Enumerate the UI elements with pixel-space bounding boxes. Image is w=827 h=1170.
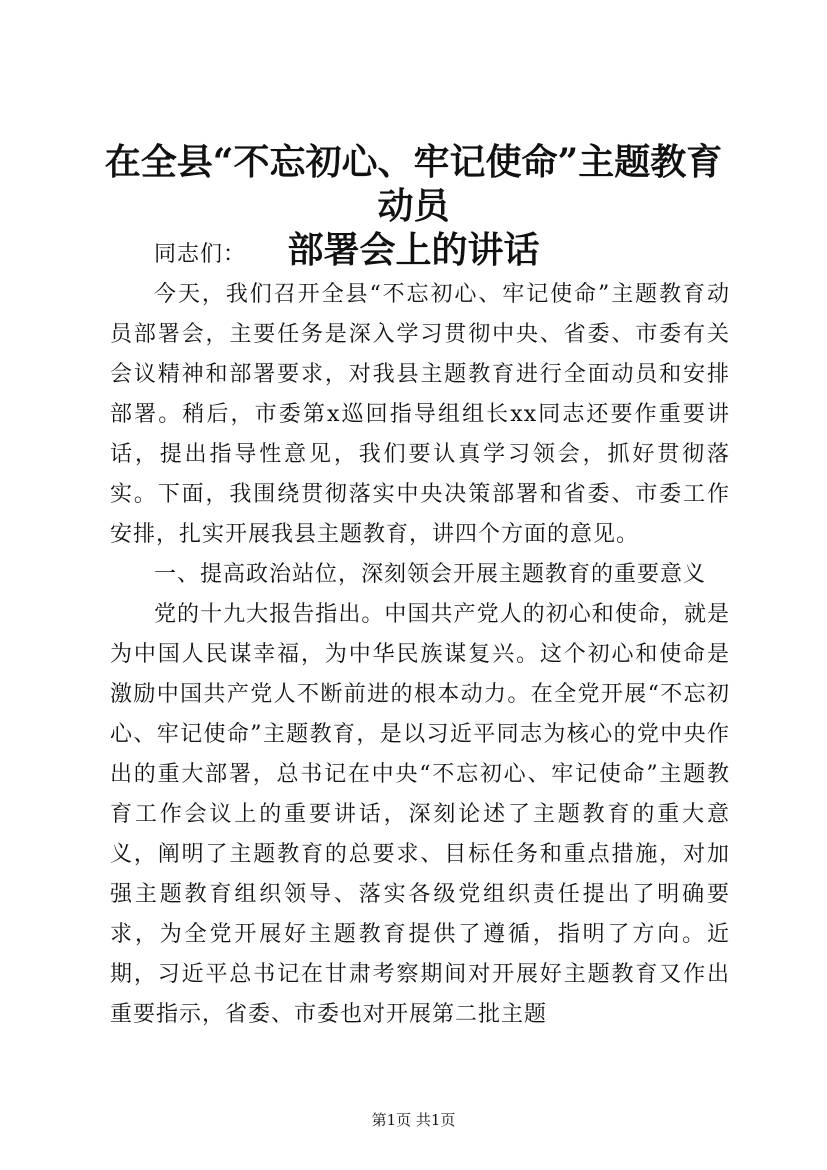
- document-body: [110, 235, 730, 1035]
- paragraph: 党的十九大报告指出。中国共产党人的初心和使命，就是为中国人民谋幸福，为中华民族谋复兴。这个初心和使命是激励中国共产党人不断前进的根本动力。在全党开展“不忘初心、牢记使命”主题教育，是以习近平同志为核心的党中央作出的重大部署，总书记在中央“不忘初心、牢记使命”主题教育工作会议上的重要讲话，深刻论述了主题教育的重大意义，阐明了主题教育的总要求、目标任务和重点措施，对加强主题教育组织领导、落实各级党组织责任提出了明确要求，为全党开展好主题教育提供了遵循，指明了方向。近期，习近平总书记在甘肃考察期间对开展好主题教育又作出重要指示，省委、市委也对开展第二批主题: [110, 602, 730, 1027]
- title-line-2: 部署会上的讲话: [287, 229, 540, 271]
- paragraph: 今天，我们召开全县“不忘初心、牢记使命”主题教育动员部署会，主要任务是深入学习贯彻中央、省委、市委有关会议精神和部署要求，对我县主题教育进行全面动员和安排部署。稍后，市委第x巡回指导组组长xx同志还要作重要讲话，提出指导性意见，我们要认真学习领会，抓好贯彻落实。下面，我围绕贯彻落实中央决策部署和省委、市委工作安排，扎实开展我县主题教育，讲四个方面的意见。: [110, 282, 730, 547]
- salutation: 同志们：: [154, 242, 247, 267]
- page-footer: 第1页 共1页: [371, 1111, 456, 1129]
- section-heading: 一、提高政治站位，深刻领会开展主题教育的重要意义: [154, 562, 707, 587]
- title-line-1: 在全县“不忘初心、牢记使命”主题教育动员: [104, 141, 723, 227]
